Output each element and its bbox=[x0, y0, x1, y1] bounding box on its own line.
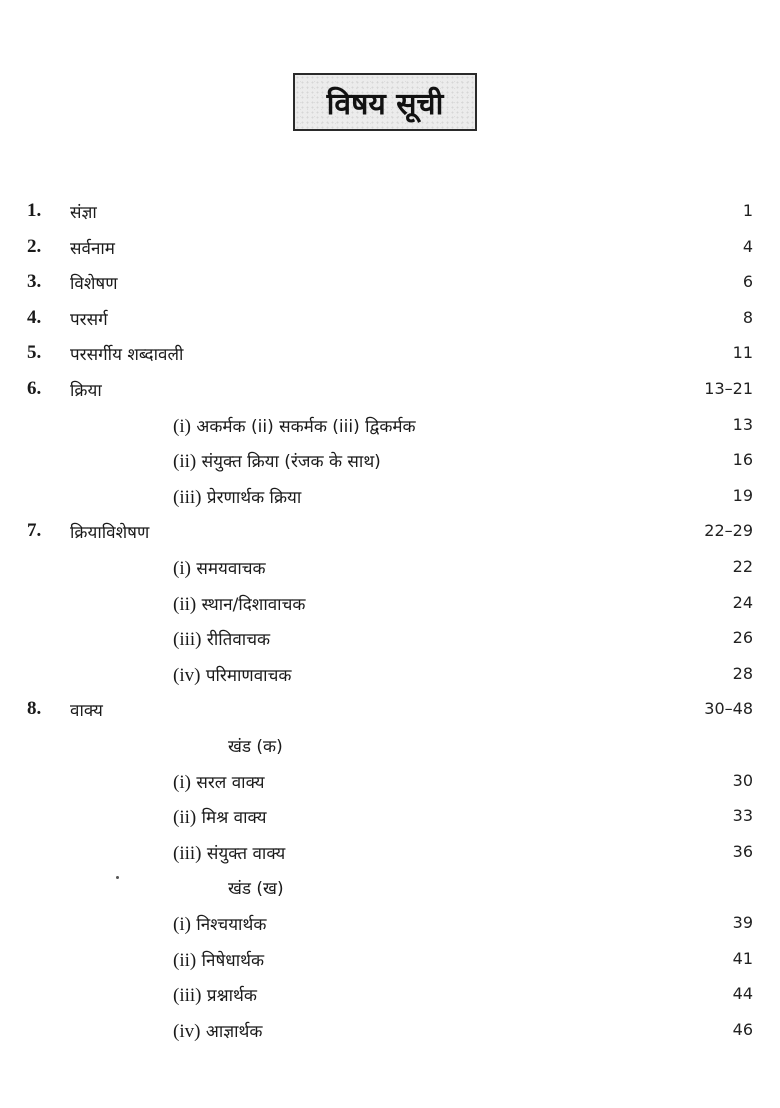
entry-label bbox=[173, 1019, 262, 1043]
entry-label bbox=[173, 485, 301, 509]
entry-text: खंड (क) bbox=[228, 737, 283, 757]
roman-numeral: (iii) bbox=[173, 629, 202, 651]
page-number: 16 bbox=[732, 450, 753, 470]
entry-text: मिश्र वाक्य bbox=[201, 808, 267, 829]
page-number: 36 bbox=[732, 841, 753, 861]
page-number: 13–21 bbox=[704, 379, 753, 398]
page-number: 8 bbox=[742, 307, 753, 327]
toc-subtopic-row bbox=[0, 805, 780, 839]
entry-label bbox=[70, 520, 149, 543]
chapter-number: 8. bbox=[27, 698, 42, 720]
scan-speck bbox=[116, 876, 119, 879]
entry-text: प्रेरणार्थक क्रिया bbox=[206, 487, 302, 508]
page-number: 6 bbox=[742, 272, 753, 292]
entry-text: खंड (ख) bbox=[228, 879, 284, 900]
toc-chapter-row bbox=[0, 200, 780, 234]
toc-section-heading-row bbox=[0, 876, 780, 910]
entry-text: परसर्गीय शब्दावली bbox=[70, 345, 184, 366]
toc-chapter-row bbox=[0, 271, 780, 305]
toc-subtopic-row bbox=[0, 592, 780, 626]
entry-text: संयुक्त वाक्य bbox=[206, 843, 286, 864]
entry-text: रीतिवाचक bbox=[206, 630, 271, 651]
toc-chapter-row bbox=[0, 342, 780, 376]
entry-label bbox=[70, 200, 97, 223]
entry-label bbox=[70, 271, 118, 294]
toc-subtopic-row bbox=[0, 627, 780, 661]
roman-numeral: (iv) bbox=[173, 664, 201, 686]
roman-numeral: (iii) bbox=[173, 486, 202, 508]
entry-text: क्रियाविशेषण bbox=[70, 523, 150, 544]
entry-label bbox=[70, 698, 103, 721]
toc-subtopic-row bbox=[0, 556, 780, 590]
section-heading bbox=[228, 876, 284, 899]
page-number: 30 bbox=[732, 770, 753, 790]
entry-label bbox=[173, 841, 285, 865]
entry-text: विशेषण bbox=[70, 274, 118, 295]
entry-text: अकर्मक (ii) सकर्मक (iii) द्विकर्मक bbox=[196, 416, 416, 437]
toc-chapter-row bbox=[0, 698, 780, 732]
chapter-number: 4. bbox=[27, 306, 42, 328]
toc-title-box bbox=[293, 73, 477, 131]
roman-numeral: (iv) bbox=[173, 1020, 201, 1042]
roman-numeral: (ii) bbox=[173, 593, 197, 615]
entry-label bbox=[173, 948, 264, 972]
roman-numeral: (iii) bbox=[173, 985, 202, 1007]
entry-text: आज्ञार्थक bbox=[205, 1021, 263, 1042]
entry-label bbox=[173, 770, 265, 794]
roman-numeral: (ii) bbox=[173, 807, 197, 829]
section-heading bbox=[228, 734, 283, 757]
page-number: 24 bbox=[732, 592, 753, 612]
entry-label bbox=[173, 663, 291, 687]
entry-label bbox=[70, 236, 115, 259]
entry-text: वाक्य bbox=[70, 701, 103, 722]
entry-label bbox=[70, 307, 108, 330]
toc-subtopic-row bbox=[0, 485, 780, 519]
page-number: 13 bbox=[732, 414, 753, 434]
entry-label bbox=[173, 592, 305, 616]
entry-label bbox=[70, 378, 102, 401]
roman-numeral: (i) bbox=[173, 415, 191, 437]
entry-label bbox=[173, 983, 257, 1007]
chapter-number: 5. bbox=[27, 342, 42, 364]
toc-subtopic-row bbox=[0, 983, 780, 1017]
entry-text: परसर्ग bbox=[70, 309, 108, 330]
entry-text: सर्वनाम bbox=[70, 238, 115, 259]
chapter-number: 3. bbox=[27, 271, 42, 293]
entry-text: निश्चयार्थक bbox=[196, 915, 267, 935]
page-number: 22 bbox=[732, 557, 753, 576]
page-number: 26 bbox=[732, 628, 753, 648]
toc-subtopic-row bbox=[0, 414, 780, 448]
roman-numeral: (i) bbox=[173, 914, 191, 935]
chapter-number: 1. bbox=[27, 200, 42, 221]
toc-subtopic-row bbox=[0, 770, 780, 804]
page-number: 33 bbox=[732, 806, 753, 826]
roman-numeral: (i) bbox=[173, 771, 191, 793]
chapter-number: 2. bbox=[27, 235, 42, 257]
page-number: 39 bbox=[732, 913, 753, 932]
toc-subtopic-row bbox=[0, 663, 780, 697]
entry-label bbox=[173, 556, 266, 580]
toc-subtopic-row bbox=[0, 912, 780, 946]
entry-text: स्थान/दिशावाचक bbox=[201, 594, 306, 615]
roman-numeral: (ii) bbox=[173, 949, 197, 971]
page-number: 1 bbox=[742, 201, 753, 220]
page-number: 4 bbox=[742, 236, 753, 256]
chapter-number: 6. bbox=[27, 378, 42, 399]
toc-chapter-row bbox=[0, 307, 780, 341]
entry-text: क्रिया bbox=[70, 381, 102, 401]
page-number: 44 bbox=[732, 984, 753, 1004]
roman-numeral: (i) bbox=[173, 558, 191, 579]
entry-label bbox=[173, 449, 381, 473]
toc-chapter-row bbox=[0, 520, 780, 554]
chapter-number: 7. bbox=[27, 520, 42, 542]
page-number: 22–29 bbox=[704, 521, 753, 541]
entry-text: संयुक्त क्रिया (रंजक के साथ) bbox=[201, 452, 381, 473]
entry-label bbox=[173, 805, 266, 829]
entry-label bbox=[173, 912, 266, 936]
entry-label bbox=[173, 627, 270, 651]
toc-chapter-row bbox=[0, 236, 780, 270]
toc-subtopic-row bbox=[0, 841, 780, 875]
page-number: 46 bbox=[732, 1019, 753, 1039]
page-number: 19 bbox=[732, 485, 753, 505]
entry-text: निषेधार्थक bbox=[201, 950, 265, 971]
roman-numeral: (ii) bbox=[173, 451, 197, 473]
toc-section-heading-row bbox=[0, 734, 780, 768]
roman-numeral: (iii) bbox=[173, 842, 202, 864]
entry-text: संज्ञा bbox=[70, 203, 97, 223]
page-number: 11 bbox=[732, 343, 753, 363]
entry-text: परिमाणवाचक bbox=[205, 665, 292, 686]
entry-label bbox=[70, 342, 183, 365]
toc-subtopic-row bbox=[0, 449, 780, 483]
toc-subtopic-row bbox=[0, 948, 780, 982]
page-number: 30–48 bbox=[704, 699, 753, 719]
entry-text: समयवाचक bbox=[196, 559, 266, 579]
toc-title: विषय सूची bbox=[326, 86, 444, 122]
toc-chapter-row bbox=[0, 378, 780, 412]
toc-subtopic-row bbox=[0, 1019, 780, 1053]
entry-text: सरल वाक्य bbox=[196, 772, 265, 793]
entry-label bbox=[173, 414, 416, 438]
page-number: 41 bbox=[732, 948, 753, 968]
page-number: 28 bbox=[732, 663, 753, 683]
entry-text: प्रश्नार्थक bbox=[206, 986, 257, 1007]
